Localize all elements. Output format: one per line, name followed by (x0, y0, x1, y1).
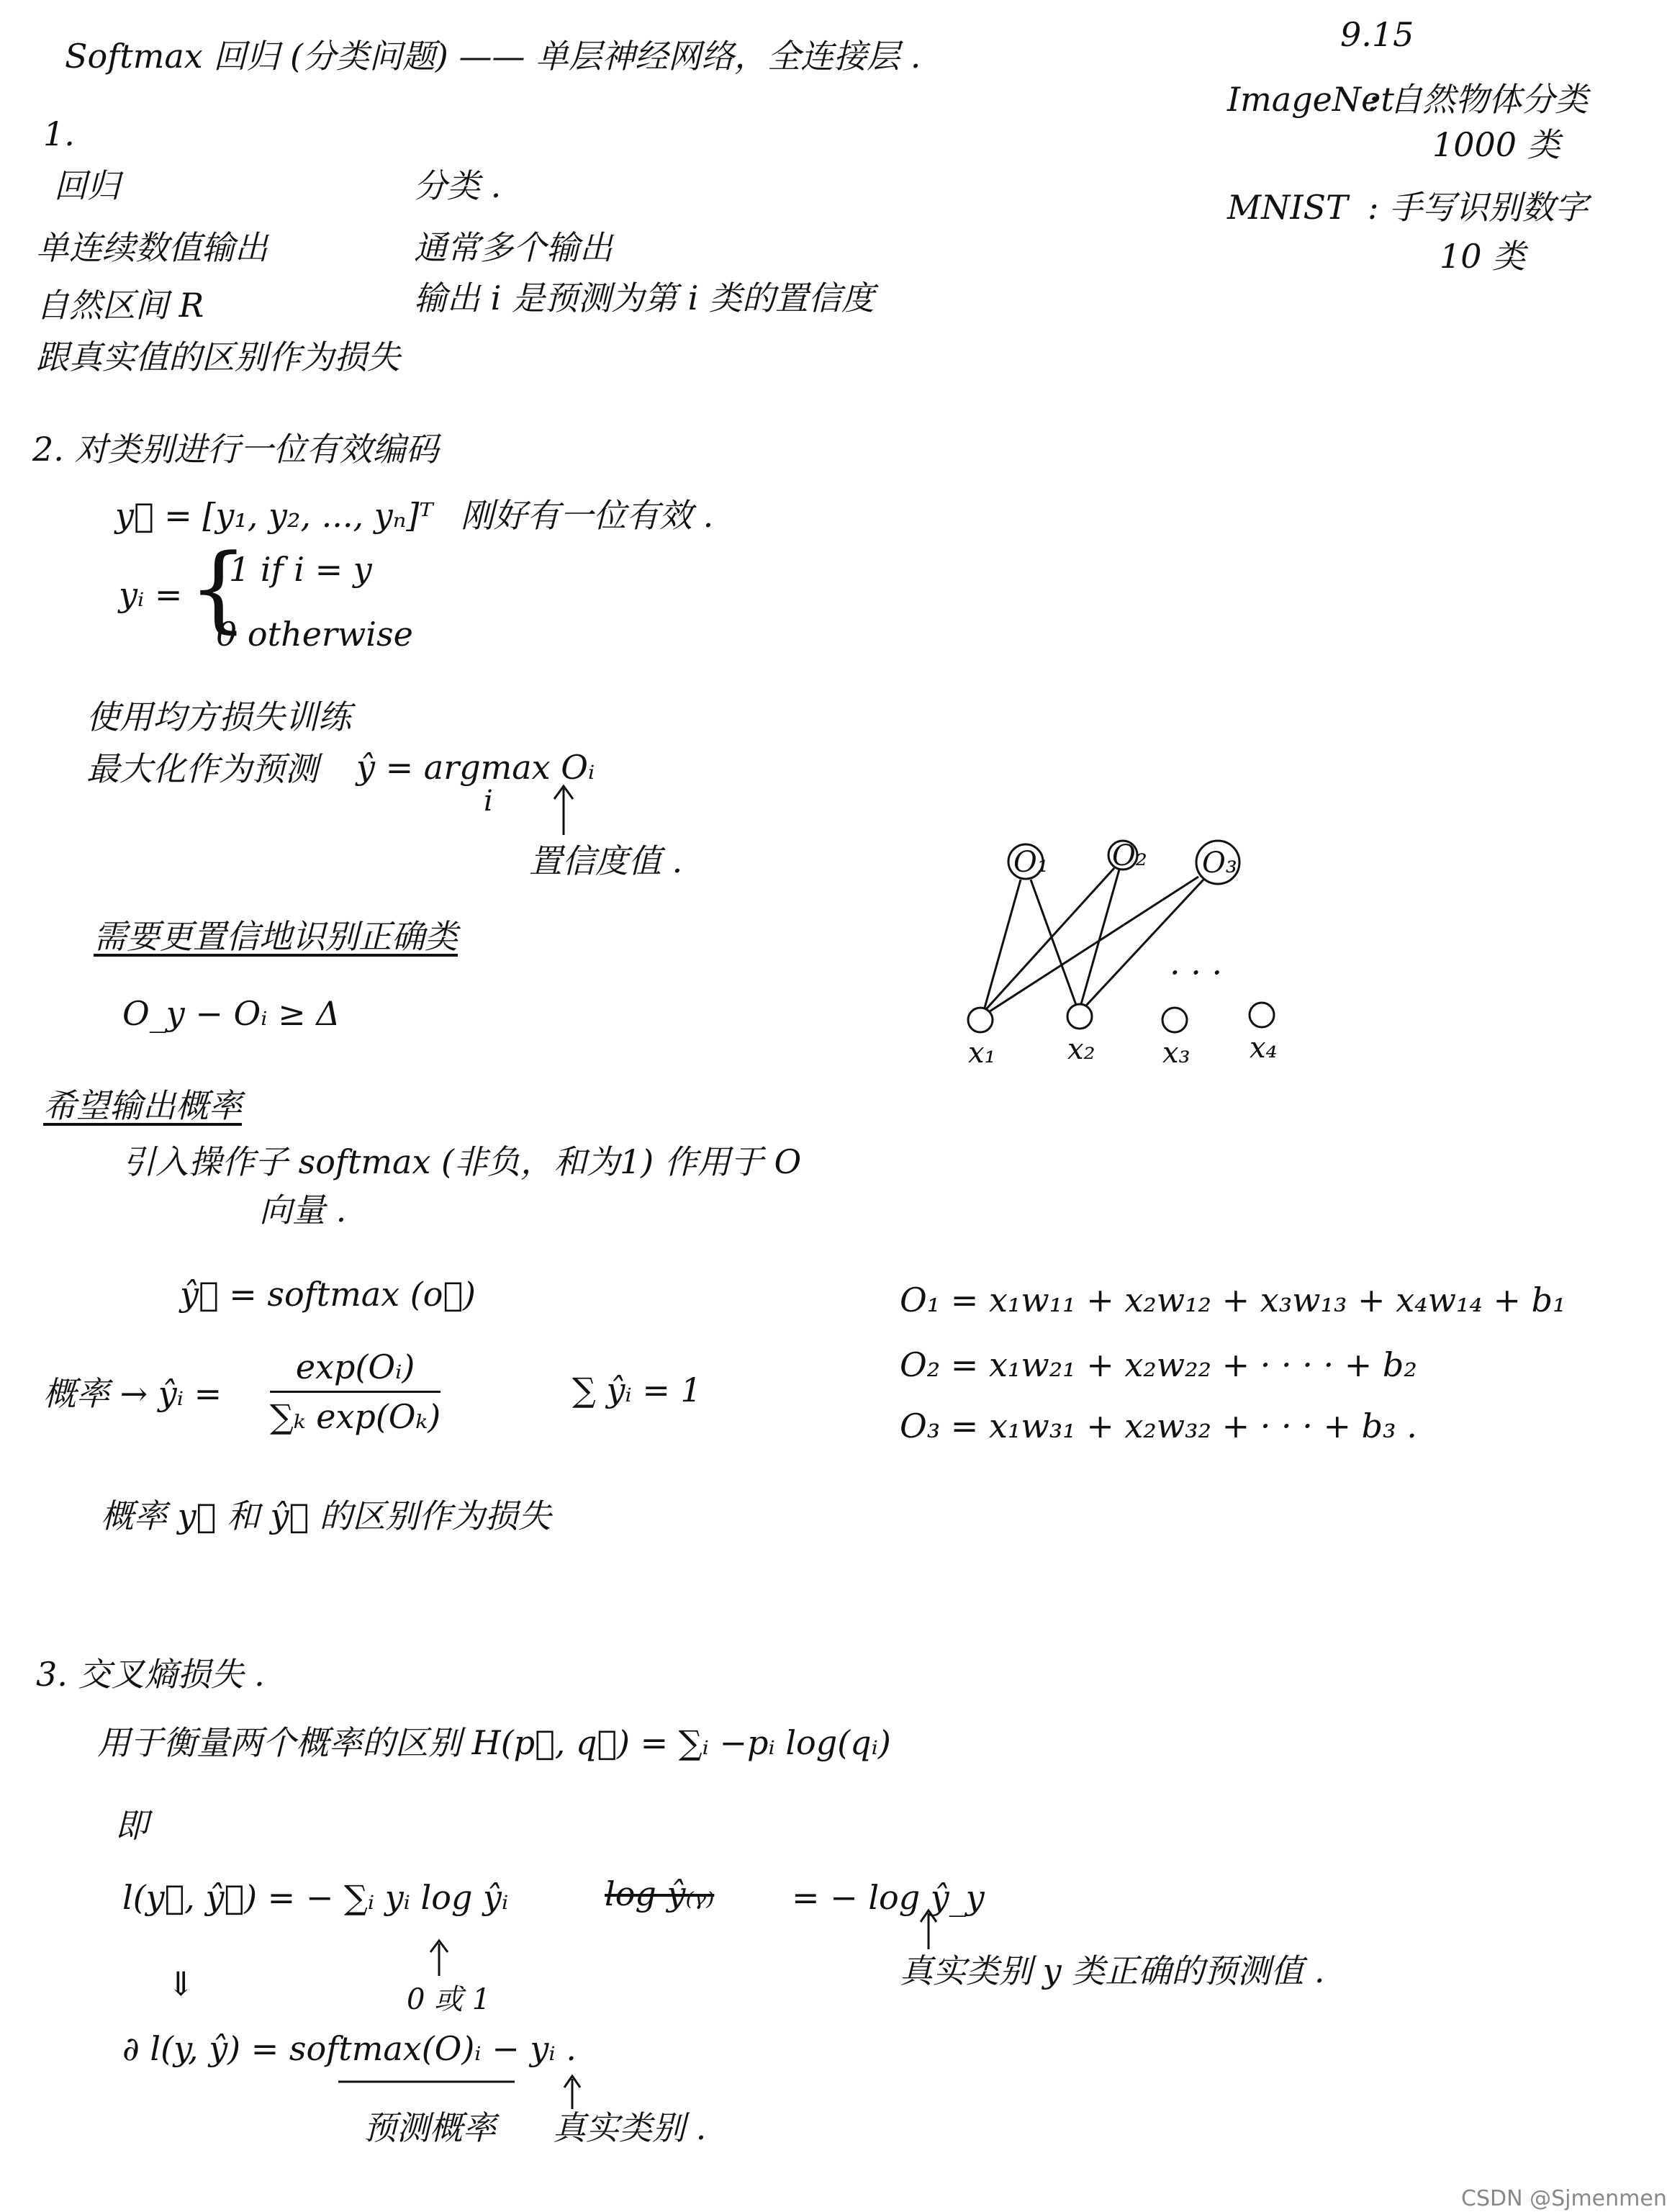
softmax-equation: ŷ⃗ = softmax (o⃗) (180, 1275, 476, 1314)
input-label: x₄ (1250, 1031, 1278, 1065)
watermark: CSDN @Sjmenmen (1461, 2186, 1667, 2211)
onehot-vector: y⃗ = [y₁, y₂, ..., yₙ]ᵀ (115, 496, 433, 535)
case-zero: 0 otherwise (216, 615, 413, 654)
input-node (1162, 1008, 1187, 1032)
gradient-equation: ∂ l(y, ŷ) = softmax(O)ᵢ − yᵢ . (122, 2029, 577, 2068)
section-number: 1. (43, 114, 75, 153)
input-node (1067, 1004, 1092, 1029)
prob-heading: 希望输出概率 (43, 1086, 242, 1125)
prob-sum: ∑ ŷᵢ = 1 (572, 1371, 702, 1409)
classification-line: 通常多个输出 (414, 228, 613, 267)
loss-equation: l(y⃗, ŷ⃗) = − ∑ᵢ yᵢ log ŷᵢ (122, 1878, 509, 1917)
yi-definition: yᵢ = (119, 575, 183, 614)
dataset-desc: : 自然物体分类 (1368, 80, 1589, 119)
output-equation: O₁ = x₁w₁₁ + x₂w₁₂ + x₃w₁₃ + x₄w₁₄ + b₁ (900, 1281, 1566, 1319)
dataset-classes: 1000 类 (1432, 125, 1560, 164)
true-class-label: 真实类别 . (553, 2108, 707, 2147)
page-title: Softmax 回归 (分类问题) —— 单层神经网络，全连接层 . (65, 37, 921, 76)
connection (1031, 880, 1076, 1005)
connection (986, 868, 1114, 1009)
dataset-desc: : 手写识别数字 (1368, 188, 1589, 227)
input-label: x₃ (1162, 1037, 1191, 1070)
prob-loss-line: 概率 y⃗ 和 ŷ⃗ 的区别作为损失 (101, 1497, 551, 1535)
connection (985, 880, 1021, 1008)
margin-equation: O_y − Oᵢ ≥ Δ (122, 994, 340, 1033)
regression-line: 自然区间 R (36, 286, 204, 325)
connection (990, 877, 1198, 1011)
softmax-intro: 引入操作子 softmax (非负，和为1) 作用于 O (122, 1142, 802, 1181)
dataset-name: ImageNet (1227, 80, 1394, 119)
softmax-denominator: ∑ₖ exp(Oₖ) (270, 1397, 441, 1436)
softmax-numerator: exp(Oᵢ) (270, 1347, 441, 1393)
prob-label: 概率 → ŷᵢ = (43, 1374, 222, 1413)
true-class-note: 真实类别 y 类正确的预测值 . (900, 1951, 1325, 1990)
dataset-classes: 10 类 (1440, 237, 1526, 276)
output-label: O₃ (1202, 847, 1237, 880)
ji-label: 即 (115, 1806, 148, 1845)
network-ellipsis: · · · (1170, 953, 1223, 992)
classification-line: 输出 i 是预测为第 i 类的置信度 (414, 279, 875, 317)
cross-entropy-definition: 用于衡量两个概率的区别 H(p⃗, q⃗) = ∑ᵢ −pᵢ log(qᵢ) (97, 1723, 891, 1762)
output-label: O₂ (1112, 839, 1147, 872)
predicted-probability-label: 预测概率 (363, 2108, 496, 2147)
zero-or-one: 0 或 1 (407, 1983, 491, 2016)
regression-line: 单连续数值输出 (36, 228, 268, 267)
confidence-label: 置信度值 . (529, 841, 683, 880)
case-one: 1 if i = y (229, 550, 372, 589)
case-brace: { (189, 533, 248, 643)
input-label: x₂ (1067, 1033, 1095, 1066)
train-line: 使用均方损失训练 (86, 698, 351, 736)
argmax-subscript: i (484, 785, 493, 818)
regression-line: 跟真实值的区别作为损失 (36, 338, 400, 376)
section2-heading: 2. 对类别进行一位有效编码 (32, 430, 439, 469)
argmax-equation: ŷ = argmax Oᵢ (356, 748, 595, 787)
softmax-intro-cont: 向量 . (259, 1191, 347, 1229)
output-equation: O₃ = x₁w₃₁ + x₂w₃₂ + · · · + b₃ . (900, 1407, 1417, 1445)
input-node (968, 1008, 993, 1032)
date: 9.15 (1340, 15, 1414, 54)
output-label: O₁ (1013, 846, 1049, 879)
section3-heading: 3. 交叉熵损失 . (36, 1655, 265, 1694)
margin-heading: 需要更置信地识别正确类 (94, 917, 458, 956)
input-label: x₁ (968, 1037, 996, 1070)
loss-equation-rhs: = − log ŷ_y (792, 1878, 985, 1917)
struck-term: log ŷ₍ᵧ₎ (605, 1874, 715, 1913)
onehot-note: 刚好有一位有效 . (461, 496, 714, 535)
predict-line: 最大化作为预测 (86, 749, 318, 788)
regression-heading: 回归 (54, 166, 120, 205)
classification-heading: 分类 . (414, 166, 502, 205)
dataset-name: MNIST (1227, 188, 1348, 227)
output-equation: O₂ = x₁w₂₁ + x₂w₂₂ + · · · · + b₂ (900, 1345, 1417, 1384)
connection (1081, 870, 1119, 1004)
down-arrow: ⇓ (167, 1964, 195, 2003)
input-node (1250, 1003, 1274, 1027)
